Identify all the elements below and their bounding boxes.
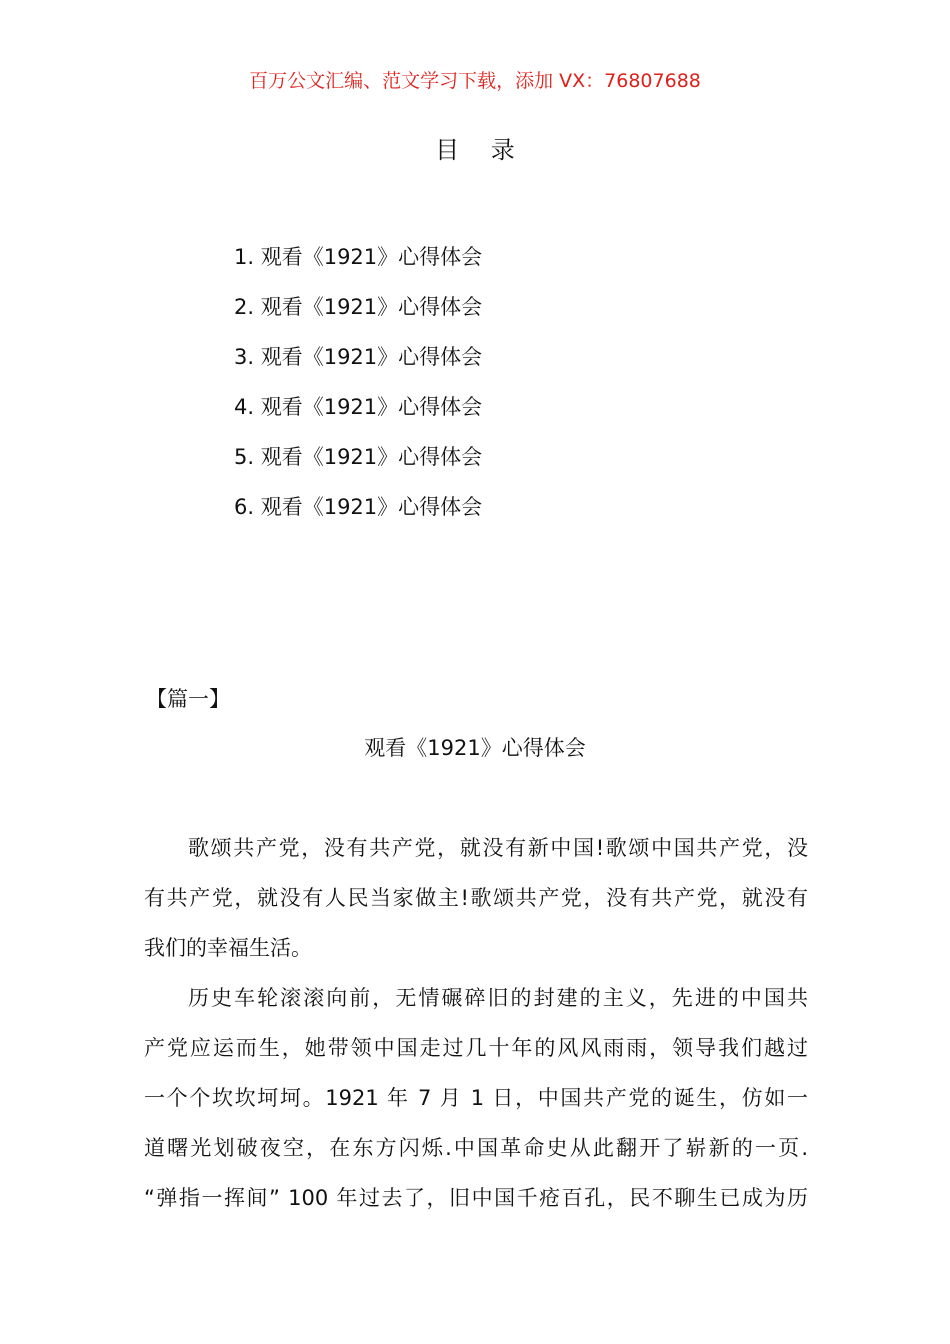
toc-list (234, 232, 482, 532)
toc-title: 目 录 (435, 136, 527, 164)
article-title: 观看《1921》心得体会 (364, 736, 586, 760)
section-label: 【篇一】 (146, 687, 230, 711)
toc-item: 1. 观看《1921》心得体会 (234, 245, 483, 269)
paragraph-line: 历史车轮滚滚向前，无情碾碎旧的封建的主义，先进的中国共 (188, 986, 808, 1010)
paragraph-line: 一个个坎坎坷坷。1921 年 7 月 1 日，中国共产党的诞生，仿如一 (144, 1086, 808, 1110)
article-body (144, 823, 808, 1223)
paragraph-line: “弹指一挥间” 100 年过去了，旧中国千疮百孔，民不聊生已成为历 (144, 1186, 808, 1210)
paragraph-line: 产党应运而生，她带领中国走过几十年的风风雨雨，领导我们越过 (144, 1036, 808, 1060)
toc-item: 2. 观看《1921》心得体会 (234, 295, 483, 319)
paragraph-line: 我们的幸福生活。 (144, 936, 312, 960)
paragraph-line: 歌颂共产党，没有共产党，就没有新中国!歌颂中国共产党，没 (188, 836, 808, 860)
paragraph-line: 有共产党，就没有人民当家做主!歌颂共产党，没有共产党，就没有 (144, 886, 808, 910)
toc-item: 5. 观看《1921》心得体会 (234, 445, 483, 469)
toc-item: 6. 观看《1921》心得体会 (234, 495, 483, 519)
toc-item: 4. 观看《1921》心得体会 (234, 395, 483, 419)
header-banner: 百万公文汇编、范文学习下载，添加 VX：76807688 (249, 70, 701, 92)
toc-item: 3. 观看《1921》心得体会 (234, 345, 483, 369)
paragraph-line: 道曙光划破夜空，在东方闪烁.中国革命史从此翻开了崭新的一页. (144, 1136, 808, 1160)
